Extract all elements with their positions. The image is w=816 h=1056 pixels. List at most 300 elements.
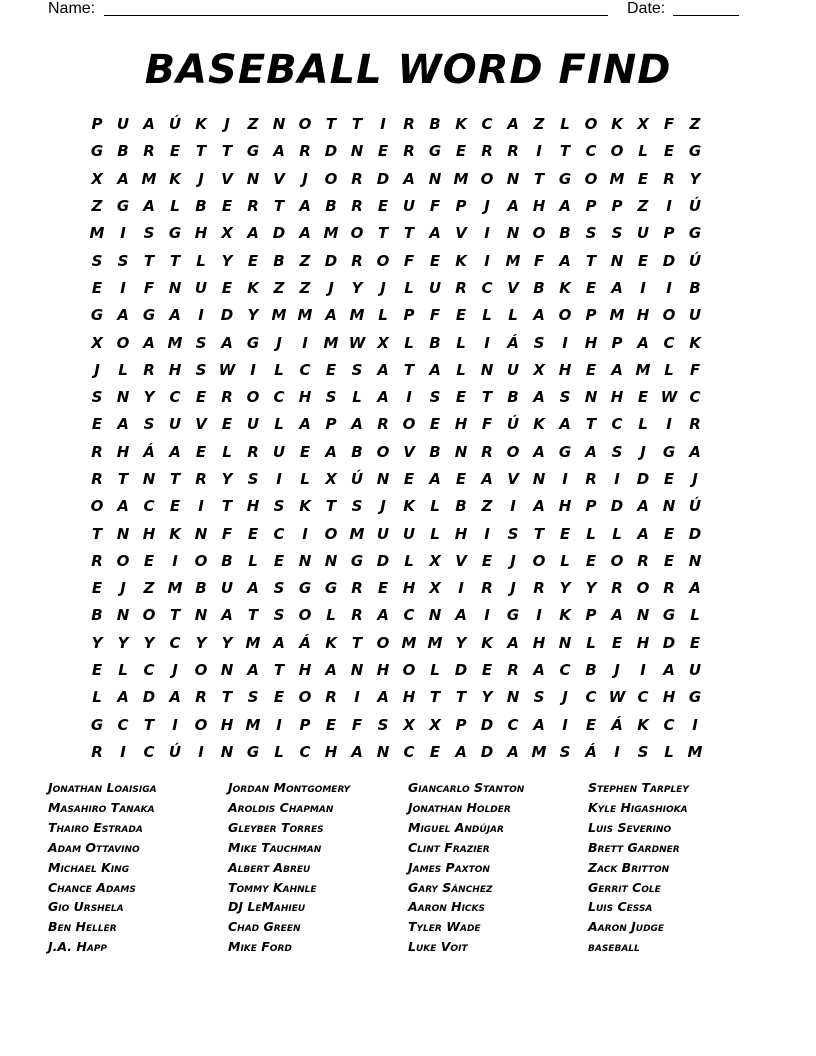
grid-cell[interactable]: R xyxy=(637,551,649,570)
grid-cell[interactable]: G xyxy=(246,742,260,761)
grid-cell[interactable]: N xyxy=(506,688,520,707)
grid-cell[interactable]: O xyxy=(194,715,208,734)
grid-cell[interactable]: B xyxy=(117,142,129,161)
grid-cell[interactable]: J xyxy=(328,278,334,297)
grid-cell[interactable]: O xyxy=(662,306,676,325)
grid-cell[interactable]: G xyxy=(688,224,702,243)
grid-cell[interactable]: L xyxy=(664,742,674,761)
grid-cell[interactable]: Ú xyxy=(688,497,702,516)
grid-cell[interactable]: Y xyxy=(221,251,233,270)
grid-cell[interactable]: N xyxy=(116,388,130,407)
grid-cell[interactable]: Ú xyxy=(688,197,702,216)
grid-cell[interactable]: X xyxy=(429,551,441,570)
grid-cell[interactable]: V xyxy=(507,470,519,488)
grid-cell[interactable]: E xyxy=(689,633,701,652)
grid-cell[interactable]: P xyxy=(585,497,597,516)
grid-cell[interactable]: A xyxy=(117,415,129,434)
grid-cell[interactable]: H xyxy=(636,633,650,652)
grid-cell[interactable]: A xyxy=(377,606,389,625)
grid-cell[interactable]: Y xyxy=(247,306,259,325)
grid-cell[interactable]: B xyxy=(533,278,545,297)
grid-cell[interactable]: L xyxy=(274,415,284,434)
grid-cell[interactable]: R xyxy=(351,579,363,598)
grid-cell[interactable]: Y xyxy=(143,388,155,407)
grid-cell[interactable]: M xyxy=(297,306,313,325)
grid-cell[interactable]: D xyxy=(220,306,234,325)
grid-cell[interactable]: E xyxy=(559,524,571,543)
grid-cell[interactable]: K xyxy=(637,715,649,734)
grid-cell[interactable]: G xyxy=(506,606,520,625)
grid-cell[interactable]: T xyxy=(403,224,415,243)
grid-cell[interactable]: N xyxy=(688,551,702,570)
grid-cell[interactable]: S xyxy=(533,333,545,352)
grid-cell[interactable]: E xyxy=(663,551,675,570)
grid-cell[interactable]: A xyxy=(663,661,675,680)
grid-cell[interactable]: O xyxy=(402,415,416,434)
grid-cell[interactable]: A xyxy=(299,197,311,216)
grid-cell[interactable]: N xyxy=(376,470,390,488)
grid-cell[interactable]: L xyxy=(196,251,206,270)
grid-cell[interactable]: M xyxy=(141,169,157,188)
grid-cell[interactable]: I xyxy=(666,197,672,216)
grid-cell[interactable]: R xyxy=(247,197,259,216)
grid-cell[interactable]: I xyxy=(354,688,360,707)
grid-cell[interactable]: J xyxy=(484,197,490,216)
grid-cell[interactable]: Z xyxy=(247,115,259,134)
grid-cell[interactable]: O xyxy=(480,169,494,188)
grid-cell[interactable]: T xyxy=(585,251,597,270)
grid-cell[interactable]: Á xyxy=(299,633,311,652)
grid-cell[interactable]: R xyxy=(403,115,415,134)
grid-cell[interactable]: R xyxy=(507,142,519,161)
grid-cell[interactable]: D xyxy=(142,688,156,707)
grid-cell[interactable]: P xyxy=(91,115,103,134)
grid-cell[interactable]: Y xyxy=(221,470,233,488)
grid-cell[interactable]: I xyxy=(666,278,672,297)
grid-cell[interactable]: G xyxy=(168,224,182,243)
grid-cell[interactable]: A xyxy=(533,715,545,734)
grid-cell[interactable]: K xyxy=(559,606,571,625)
grid-cell[interactable]: A xyxy=(143,115,155,134)
grid-cell[interactable]: J xyxy=(380,278,386,297)
grid-cell[interactable]: T xyxy=(221,688,233,707)
grid-cell[interactable]: C xyxy=(143,497,155,516)
grid-cell[interactable]: I xyxy=(692,715,698,734)
grid-cell[interactable]: D xyxy=(454,661,468,680)
grid-cell[interactable]: T xyxy=(221,142,233,161)
grid-cell[interactable]: I xyxy=(536,606,542,625)
grid-cell[interactable]: X xyxy=(637,115,649,134)
grid-cell[interactable]: M xyxy=(349,524,365,543)
grid-cell[interactable]: T xyxy=(221,497,233,516)
grid-cell[interactable]: B xyxy=(325,197,337,216)
grid-cell[interactable]: J xyxy=(120,579,126,598)
grid-cell[interactable]: U xyxy=(272,442,286,461)
grid-cell[interactable]: L xyxy=(508,306,518,325)
grid-cell[interactable]: R xyxy=(663,579,675,598)
grid-cell[interactable]: I xyxy=(120,224,126,243)
grid-cell[interactable]: C xyxy=(403,742,415,761)
grid-cell[interactable]: L xyxy=(430,497,440,516)
grid-cell[interactable]: F xyxy=(403,251,415,270)
grid-cell[interactable]: Z xyxy=(689,115,701,134)
grid-cell[interactable]: F xyxy=(429,197,441,216)
grid-cell[interactable]: X xyxy=(429,715,441,734)
grid-cell[interactable]: T xyxy=(377,224,389,243)
grid-cell[interactable]: D xyxy=(610,497,624,516)
grid-cell[interactable]: C xyxy=(273,388,285,407)
grid-cell[interactable]: R xyxy=(403,142,415,161)
grid-cell[interactable]: G xyxy=(350,551,364,570)
grid-cell[interactable]: B xyxy=(351,442,363,461)
grid-cell[interactable]: T xyxy=(559,142,571,161)
grid-cell[interactable]: A xyxy=(533,306,545,325)
grid-cell[interactable]: V xyxy=(403,442,415,461)
grid-cell[interactable]: E xyxy=(429,742,441,761)
grid-cell[interactable]: O xyxy=(90,497,104,516)
grid-cell[interactable]: A xyxy=(325,442,337,461)
grid-cell[interactable]: L xyxy=(118,360,128,379)
grid-cell[interactable]: B xyxy=(195,197,207,216)
grid-cell[interactable]: A xyxy=(325,661,337,680)
grid-cell[interactable]: U xyxy=(246,415,260,434)
grid-cell[interactable]: E xyxy=(247,524,259,543)
grid-cell[interactable]: F xyxy=(429,306,441,325)
grid-cell[interactable]: S xyxy=(91,388,103,407)
grid-cell[interactable]: N xyxy=(428,169,442,188)
grid-cell[interactable]: E xyxy=(429,415,441,434)
grid-cell[interactable]: R xyxy=(143,142,155,161)
grid-cell[interactable]: Z xyxy=(637,197,649,216)
grid-cell[interactable]: O xyxy=(636,579,650,598)
grid-cell[interactable]: P xyxy=(299,715,311,734)
grid-cell[interactable]: E xyxy=(195,388,207,407)
grid-cell[interactable]: C xyxy=(585,688,597,707)
grid-cell[interactable]: X xyxy=(533,360,545,379)
grid-cell[interactable]: B xyxy=(585,661,597,680)
grid-cell[interactable]: L xyxy=(586,633,596,652)
grid-cell[interactable]: I xyxy=(276,715,282,734)
grid-cell[interactable]: E xyxy=(403,470,415,488)
grid-cell[interactable]: A xyxy=(377,388,389,407)
grid-cell[interactable]: Ú xyxy=(688,251,702,270)
grid-cell[interactable]: B xyxy=(91,606,103,625)
grid-cell[interactable]: O xyxy=(584,115,598,134)
grid-cell[interactable]: D xyxy=(636,470,650,488)
grid-cell[interactable]: S xyxy=(247,688,259,707)
grid-cell[interactable]: N xyxy=(272,115,286,134)
grid-cell[interactable]: W xyxy=(218,360,236,379)
grid-cell[interactable]: I xyxy=(484,524,490,543)
grid-cell[interactable]: T xyxy=(351,633,363,652)
grid-cell[interactable]: H xyxy=(116,442,130,461)
grid-cell[interactable]: B xyxy=(429,333,441,352)
grid-cell[interactable]: J xyxy=(94,360,100,379)
grid-cell[interactable]: I xyxy=(120,278,126,297)
grid-cell[interactable]: I xyxy=(276,470,282,488)
grid-cell[interactable]: N xyxy=(532,470,546,488)
grid-cell[interactable]: R xyxy=(481,442,493,461)
grid-cell[interactable]: K xyxy=(611,115,623,134)
grid-cell[interactable]: G xyxy=(90,306,104,325)
grid-cell[interactable]: A xyxy=(507,742,519,761)
grid-cell[interactable]: N xyxy=(636,606,650,625)
grid-cell[interactable]: Ú xyxy=(350,470,364,488)
grid-cell[interactable]: X xyxy=(91,169,103,188)
grid-cell[interactable]: I xyxy=(172,715,178,734)
grid-cell[interactable]: N xyxy=(194,606,208,625)
grid-cell[interactable]: I xyxy=(510,497,516,516)
grid-cell[interactable]: S xyxy=(143,224,155,243)
grid-cell[interactable]: A xyxy=(507,633,519,652)
grid-cell[interactable]: E xyxy=(221,197,233,216)
grid-cell[interactable]: R xyxy=(91,470,103,488)
grid-cell[interactable]: Z xyxy=(91,197,103,216)
grid-cell[interactable]: M xyxy=(323,333,339,352)
grid-cell[interactable]: S xyxy=(143,415,155,434)
grid-cell[interactable]: N xyxy=(376,742,390,761)
grid-cell[interactable]: E xyxy=(195,442,207,461)
grid-cell[interactable]: V xyxy=(507,278,519,297)
grid-cell[interactable]: S xyxy=(429,388,441,407)
grid-cell[interactable]: D xyxy=(480,715,494,734)
grid-cell[interactable]: H xyxy=(662,688,676,707)
grid-cell[interactable]: E xyxy=(377,197,389,216)
grid-cell[interactable]: O xyxy=(402,661,416,680)
grid-cell[interactable]: E xyxy=(455,470,467,488)
grid-cell[interactable]: H xyxy=(532,197,546,216)
grid-cell[interactable]: O xyxy=(298,606,312,625)
grid-cell[interactable]: Á xyxy=(143,442,155,461)
grid-cell[interactable]: A xyxy=(377,688,389,707)
grid-cell[interactable]: L xyxy=(118,661,128,680)
grid-cell[interactable]: A xyxy=(117,169,129,188)
grid-cell[interactable]: B xyxy=(429,442,441,461)
grid-cell[interactable]: Y xyxy=(689,169,701,188)
grid-cell[interactable]: A xyxy=(377,360,389,379)
grid-cell[interactable]: D xyxy=(272,224,286,243)
grid-cell[interactable]: S xyxy=(559,388,571,407)
grid-cell[interactable]: A xyxy=(559,415,571,434)
date-field[interactable] xyxy=(673,15,739,16)
grid-cell[interactable]: K xyxy=(533,415,545,434)
grid-cell[interactable]: H xyxy=(168,360,182,379)
grid-cell[interactable]: E xyxy=(585,278,597,297)
grid-cell[interactable]: S xyxy=(533,688,545,707)
grid-cell[interactable]: I xyxy=(484,606,490,625)
grid-cell[interactable]: D xyxy=(662,251,676,270)
grid-cell[interactable]: E xyxy=(325,360,337,379)
grid-cell[interactable]: A xyxy=(351,415,363,434)
grid-cell[interactable]: K xyxy=(325,633,337,652)
grid-cell[interactable]: A xyxy=(117,306,129,325)
grid-cell[interactable]: A xyxy=(611,278,623,297)
grid-cell[interactable]: U xyxy=(376,524,390,543)
grid-cell[interactable]: K xyxy=(559,278,571,297)
grid-cell[interactable]: I xyxy=(380,115,386,134)
grid-cell[interactable]: S xyxy=(611,224,623,243)
grid-cell[interactable]: A xyxy=(247,579,259,598)
grid-cell[interactable]: K xyxy=(169,169,181,188)
grid-cell[interactable]: T xyxy=(169,606,181,625)
grid-cell[interactable]: O xyxy=(194,551,208,570)
grid-cell[interactable]: I xyxy=(484,224,490,243)
grid-cell[interactable]: S xyxy=(559,742,571,761)
grid-cell[interactable]: T xyxy=(429,688,441,707)
grid-cell[interactable]: N xyxy=(350,661,364,680)
grid-cell[interactable]: A xyxy=(273,633,285,652)
grid-cell[interactable]: L xyxy=(404,551,414,570)
grid-cell[interactable]: S xyxy=(637,742,649,761)
grid-cell[interactable]: R xyxy=(585,470,597,488)
grid-cell[interactable]: J xyxy=(692,470,698,488)
grid-cell[interactable]: A xyxy=(429,360,441,379)
grid-cell[interactable]: Z xyxy=(273,278,285,297)
grid-cell[interactable]: T xyxy=(455,688,467,707)
grid-cell[interactable]: J xyxy=(614,661,620,680)
grid-cell[interactable]: U xyxy=(220,579,234,598)
grid-cell[interactable]: O xyxy=(376,633,390,652)
grid-cell[interactable]: A xyxy=(689,442,701,461)
grid-cell[interactable]: E xyxy=(663,524,675,543)
grid-cell[interactable]: M xyxy=(427,633,443,652)
grid-cell[interactable]: X xyxy=(403,715,415,734)
grid-cell[interactable]: N xyxy=(558,633,572,652)
grid-cell[interactable]: X xyxy=(325,470,337,488)
grid-cell[interactable]: T xyxy=(273,197,285,216)
grid-cell[interactable]: E xyxy=(377,142,389,161)
grid-cell[interactable]: E xyxy=(585,360,597,379)
grid-cell[interactable]: E xyxy=(481,551,493,570)
grid-cell[interactable]: I xyxy=(302,524,308,543)
grid-cell[interactable]: U xyxy=(402,197,416,216)
grid-cell[interactable]: B xyxy=(273,251,285,270)
grid-cell[interactable]: C xyxy=(403,606,415,625)
grid-cell[interactable]: W xyxy=(608,688,626,707)
grid-cell[interactable]: E xyxy=(325,715,337,734)
grid-cell[interactable]: I xyxy=(562,715,568,734)
grid-cell[interactable]: H xyxy=(142,524,156,543)
grid-cell[interactable]: C xyxy=(559,661,571,680)
grid-cell[interactable]: J xyxy=(302,169,308,188)
grid-cell[interactable]: L xyxy=(222,442,232,461)
grid-cell[interactable]: T xyxy=(533,524,545,543)
grid-cell[interactable]: A xyxy=(143,333,155,352)
grid-cell[interactable]: K xyxy=(689,333,701,352)
grid-cell[interactable]: A xyxy=(637,524,649,543)
grid-cell[interactable]: H xyxy=(454,415,468,434)
grid-cell[interactable]: M xyxy=(635,360,651,379)
grid-cell[interactable]: H xyxy=(454,524,468,543)
grid-cell[interactable]: S xyxy=(117,251,129,270)
grid-cell[interactable]: G xyxy=(246,333,260,352)
grid-cell[interactable]: M xyxy=(401,633,417,652)
grid-cell[interactable]: M xyxy=(505,251,521,270)
grid-cell[interactable]: D xyxy=(324,251,338,270)
grid-cell[interactable]: U xyxy=(194,278,208,297)
grid-cell[interactable]: C xyxy=(663,333,675,352)
grid-cell[interactable]: P xyxy=(611,333,623,352)
grid-cell[interactable]: J xyxy=(510,551,516,570)
grid-cell[interactable]: L xyxy=(586,524,596,543)
grid-cell[interactable]: A xyxy=(117,497,129,516)
grid-cell[interactable]: J xyxy=(640,442,646,461)
grid-cell[interactable]: L xyxy=(170,197,180,216)
grid-cell[interactable]: B xyxy=(195,579,207,598)
grid-cell[interactable]: Y xyxy=(143,633,155,652)
grid-cell[interactable]: D xyxy=(376,551,390,570)
grid-cell[interactable]: E xyxy=(143,551,155,570)
grid-cell[interactable]: O xyxy=(142,606,156,625)
grid-cell[interactable]: U xyxy=(506,360,520,379)
grid-cell[interactable]: G xyxy=(428,142,442,161)
grid-cell[interactable]: M xyxy=(245,715,261,734)
grid-cell[interactable]: T xyxy=(91,524,103,543)
grid-cell[interactable]: H xyxy=(402,688,416,707)
grid-cell[interactable]: L xyxy=(430,661,440,680)
grid-cell[interactable]: I xyxy=(666,415,672,434)
grid-cell[interactable]: T xyxy=(351,115,363,134)
grid-cell[interactable]: A xyxy=(299,415,311,434)
grid-cell[interactable]: C xyxy=(689,388,701,407)
grid-cell[interactable]: I xyxy=(250,360,256,379)
grid-cell[interactable]: N xyxy=(506,224,520,243)
grid-cell[interactable]: T xyxy=(273,661,285,680)
grid-cell[interactable]: W xyxy=(660,388,678,407)
grid-cell[interactable]: Y xyxy=(455,633,467,652)
grid-cell[interactable]: L xyxy=(430,524,440,543)
grid-cell[interactable]: I xyxy=(198,306,204,325)
grid-cell[interactable]: C xyxy=(585,142,597,161)
grid-cell[interactable]: E xyxy=(91,661,103,680)
grid-cell[interactable]: M xyxy=(167,579,183,598)
grid-cell[interactable]: U xyxy=(116,115,130,134)
grid-cell[interactable]: T xyxy=(585,415,597,434)
grid-cell[interactable]: Y xyxy=(585,579,597,598)
grid-cell[interactable]: S xyxy=(585,224,597,243)
grid-cell[interactable]: E xyxy=(585,551,597,570)
grid-cell[interactable]: C xyxy=(637,688,649,707)
grid-cell[interactable]: R xyxy=(663,169,675,188)
grid-cell[interactable]: A xyxy=(533,661,545,680)
grid-cell[interactable]: G xyxy=(116,197,130,216)
grid-cell[interactable]: O xyxy=(298,688,312,707)
grid-cell[interactable]: R xyxy=(91,442,103,461)
grid-cell[interactable]: H xyxy=(376,661,390,680)
grid-cell[interactable]: M xyxy=(687,742,703,761)
grid-cell[interactable]: H xyxy=(584,333,598,352)
grid-cell[interactable]: T xyxy=(143,715,155,734)
grid-cell[interactable]: A xyxy=(221,606,233,625)
grid-cell[interactable]: H xyxy=(324,742,338,761)
grid-cell[interactable]: I xyxy=(458,579,464,598)
grid-cell[interactable]: N xyxy=(428,606,442,625)
grid-cell[interactable]: L xyxy=(248,551,258,570)
grid-cell[interactable]: N xyxy=(480,360,494,379)
grid-cell[interactable]: G xyxy=(298,579,312,598)
grid-cell[interactable]: S xyxy=(91,251,103,270)
grid-cell[interactable]: O xyxy=(246,388,260,407)
grid-cell[interactable]: B xyxy=(689,278,701,297)
grid-cell[interactable]: A xyxy=(689,579,701,598)
grid-cell[interactable]: S xyxy=(247,470,259,488)
grid-cell[interactable]: A xyxy=(351,742,363,761)
grid-cell[interactable]: M xyxy=(531,742,547,761)
grid-cell[interactable]: Z xyxy=(299,278,311,297)
grid-cell[interactable]: N xyxy=(584,388,598,407)
grid-cell[interactable]: D xyxy=(324,142,338,161)
grid-cell[interactable]: J xyxy=(172,661,178,680)
